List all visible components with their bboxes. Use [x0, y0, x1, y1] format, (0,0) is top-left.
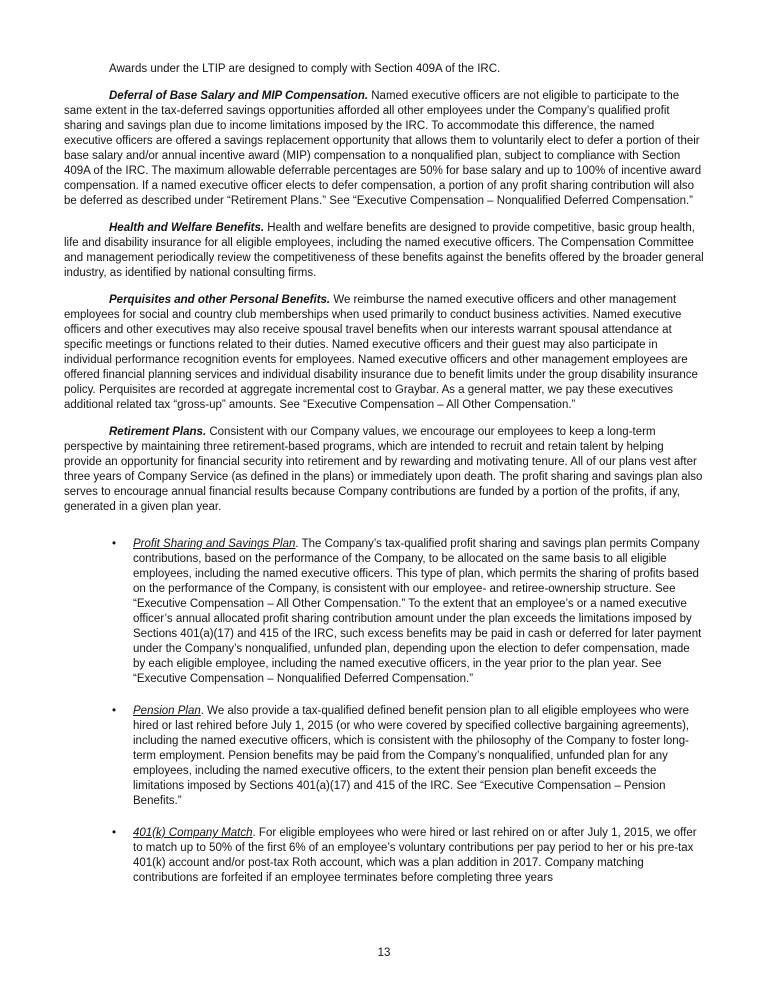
- bullet-icon: •: [112, 705, 117, 717]
- paragraph-text: Consistent with our Company values, we encourage our employees to keep a long-term perspective by maintaining three retirement-based programs, which are intended to recruit and retain talent by helping provide an opportunity for financial security into retirement and by rewarding and motivating tenure. All of our plans vest after three years of Company Service (as defined in the plans) or immediately upon death. The profit sharing and savings plan also serves to encourage annual financial results because Company contributions are funded by a portion of the profits, if any, generated in a given plan year.: [64, 426, 703, 513]
- retirement-programs-bullet-list: [64, 537, 704, 886]
- paragraph-text: Awards under the LTIP are designed to comply with Section 409A of the IRC.: [109, 63, 501, 75]
- paragraph-heading: Health and Welfare Benefits.: [109, 222, 265, 234]
- bullet-text: . We also provide a tax-qualified defined benefit pension plan to all eligible employees who were hired or last rehired before July 1, 2015 (or who were covered by specified collective bargaining agreements), including the named executive officers, which is consistent with the philosophy of the Company to foster long- term employment. Pension benefits may be paid from the Company’s nonqualified, unfunded plan for any employees, including the named executive officers, to the extent their pension plan benefit exceeds the limitations imposed by Sections 401(a)(17) and 415 of the IRC. See “Executive Compensation – Pension Benefits.”: [133, 705, 690, 807]
- paragraph-text: We reimburse the named executive officers and other management employees for social and country club memberships when used primarily to conduct business activities. Named executive officers and other executives may also receive spousal travel benefits when our interests warrant spousal attendance at specific meetings or functions related to their duties. Named executive officers and their guest may also participate in individual performance recognition events for employees. Named executive officers and other management employees are offered financial planning services and individual disability insurance due to benefit limits under the group disability insurance policy. Perquisites are recorded at aggregate incremental cost to Graybar. As a general matter, we pay these executives additional related tax “gross-up” amounts. See “Executive Compensation – All Other Compensation.”: [64, 294, 698, 411]
- paragraph-heading: Perquisites and other Personal Benefits.: [109, 294, 331, 306]
- paragraph-health-and-welfare: [64, 221, 704, 281]
- bullet-item-pension-plan: [64, 704, 704, 809]
- paragraph-ltip-awards: [64, 62, 704, 77]
- paragraph-perquisites: [64, 293, 704, 413]
- bullet-text: . For eligible employees who were hired or last rehired on or after July 1, 2015, we offer to match up to 50% of the first 6% of an employee’s voluntary contributions per pay period to her or his pre-tax 401(k) account and/or post-tax Roth account, which was a plan addition in 2017. Company matching contributions are forfeited if an employee terminates before completing three years: [133, 827, 697, 884]
- paragraph-deferral-of-base-salary: [64, 89, 704, 209]
- bullet-text: . The Company’s tax-qualified profit sharing and savings plan permits Company contributions, based on the performance of the Company, to be allocated on the same basis to all eligible employees, including the named executive officers. This type of plan, which permits the sharing of profits based on the performance of the Company, is consistent with our employee- and retiree-ownership structure. See “Executive Compensation – All Other Compensation.” To the extent that an employee’s or a named executive officer’s annual allocated profit sharing contribution amount under the plan exceeds the limitations imposed by Sections 401(a)(17) and 415 of the IRC, such excess benefits may be paid in cash or deferred for later payment under the Company’s nonqualified, unfunded plan, depending upon the election to defer compensation, made by each eligible employee, including the named executive officers, in the year prior to the plan year. See “Executive Compensation – Nonqualified Deferred Compensation.”: [133, 538, 702, 685]
- bullet-heading: Pension Plan: [133, 705, 201, 717]
- bullet-icon: •: [112, 538, 117, 550]
- paragraph-text: Health and welfare benefits are designed to provide competitive, basic group health, life and disability insurance for all eligible employees, including the named executive officers. The Compensation Committee and management periodically review the competitiveness of these benefits against the benefits offered by the broader general industry, as identified by national consulting firms.: [64, 222, 704, 279]
- paragraph-text: Named executive officers are not eligible to participate to the same extent in the tax-deferred savings opportunities afforded all other employees under the Company’s qualified profit sharing and savings plan due to income limitations imposed by the IRC. To accommodate this difference, the named executive officers are offered a savings replacement opportunity that allows them to voluntarily elect to defer a portion of their base salary and/or annual incentive award (MIP) compensation to a nonqualified plan, subject to compliance with Section 409A of the IRC. The maximum allowable deferrable percentages are 50% for base salary and up to 100% of incentive award compensation. If a named executive officer elects to defer compensation, a portion of any profit sharing contribution will also be deferred as described under “Retirement Plans.” See “Executive Compensation – Nonqualified Deferred Compensation.”: [64, 90, 702, 207]
- bullet-icon: •: [112, 827, 117, 839]
- bullet-item-401k-company-match: [64, 826, 704, 886]
- paragraph-heading: Retirement Plans.: [109, 426, 207, 438]
- page-number: 13: [377, 947, 391, 959]
- paragraph-heading: Deferral of Base Salary and MIP Compensation.: [109, 90, 369, 102]
- bullet-item-profit-sharing-plan: [64, 537, 704, 687]
- paragraph-retirement-plans: [64, 425, 704, 515]
- bullet-heading: Profit Sharing and Savings Plan: [133, 538, 296, 550]
- bullet-heading: 401(k) Company Match: [133, 827, 253, 839]
